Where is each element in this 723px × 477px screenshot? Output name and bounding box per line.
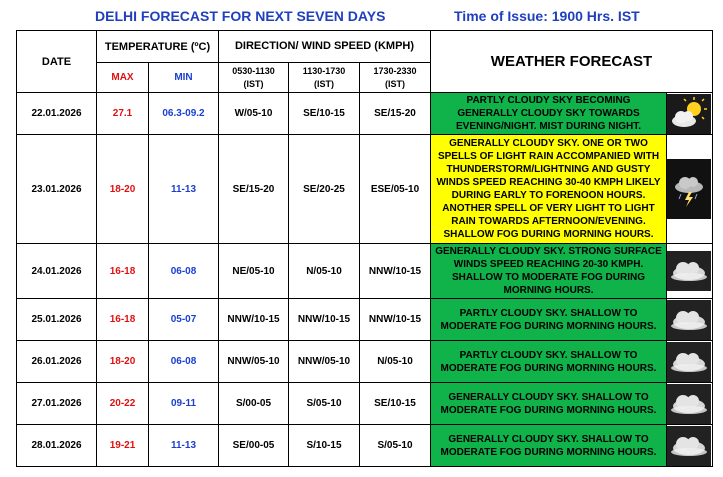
header-min: MIN <box>149 63 219 93</box>
forecast-row <box>17 299 713 341</box>
row-min-temp: 09-11 <box>149 383 219 425</box>
row-wind-evening: SE/15-20 <box>360 93 431 135</box>
issue-time: Time of Issue: 1900 Hrs. IST <box>454 8 640 24</box>
row-forecast-text: GENERALLY CLOUDY SKY. SHALLOW TO MODERATE FOG DURING MORNING HOURS. <box>431 425 667 467</box>
thunderstorm-icon <box>667 159 711 219</box>
row-weather-icon <box>667 299 713 341</box>
row-wind-evening: S/05-10 <box>360 425 431 467</box>
fog-icon <box>667 342 711 382</box>
row-date: 27.01.2026 <box>17 383 97 425</box>
row-max-temp: 19-21 <box>97 425 149 467</box>
row-wind-evening: N/05-10 <box>360 341 431 383</box>
forecast-row <box>17 383 713 425</box>
row-wind-afternoon: NNW/10-15 <box>289 299 360 341</box>
row-date: 25.01.2026 <box>17 299 97 341</box>
header-max: MAX <box>97 63 149 93</box>
fog-icon <box>667 384 711 424</box>
row-wind-morning: NNW/10-15 <box>219 299 289 341</box>
header-wind: DIRECTION/ WIND SPEED (KMPH) <box>219 31 431 63</box>
row-weather-icon <box>667 383 713 425</box>
row-wind-morning: NNW/05-10 <box>219 341 289 383</box>
partly-cloudy-icon <box>667 94 711 134</box>
fog-icon <box>667 300 711 340</box>
row-date: 28.01.2026 <box>17 425 97 467</box>
header-temperature: TEMPERATURE (ºC) <box>97 31 219 63</box>
row-date: 22.01.2026 <box>17 93 97 135</box>
row-wind-afternoon: S/05-10 <box>289 383 360 425</box>
forecast-row <box>17 425 713 467</box>
row-max-temp: 16-18 <box>97 299 149 341</box>
row-max-temp: 16-18 <box>97 244 149 299</box>
row-min-temp: 11-13 <box>149 135 219 244</box>
row-wind-morning: SE/00-05 <box>219 425 289 467</box>
row-min-temp: 05-07 <box>149 299 219 341</box>
row-date: 24.01.2026 <box>17 244 97 299</box>
row-wind-morning: W/05-10 <box>219 93 289 135</box>
forecast-row <box>17 244 713 299</box>
row-wind-evening: NNW/10-15 <box>360 244 431 299</box>
row-wind-afternoon: SE/10-15 <box>289 93 360 135</box>
row-wind-evening: NNW/10-15 <box>360 299 431 341</box>
row-date: 26.01.2026 <box>17 341 97 383</box>
header-forecast: WEATHER FORECAST <box>431 31 713 93</box>
row-weather-icon <box>667 93 713 135</box>
header-slot-1: 0530-1130 (IST) <box>219 63 289 93</box>
header-date: DATE <box>17 31 97 93</box>
header-slot-3: 1730-2330 (IST) <box>360 63 431 93</box>
row-weather-icon <box>667 341 713 383</box>
row-wind-afternoon: N/05-10 <box>289 244 360 299</box>
forecast-table <box>16 30 713 467</box>
row-date: 23.01.2026 <box>17 135 97 244</box>
row-forecast-text: PARTLY CLOUDY SKY. SHALLOW TO MODERATE FOG DURING MORNING HOURS. <box>431 341 667 383</box>
row-wind-evening: ESE/05-10 <box>360 135 431 244</box>
row-wind-morning: SE/15-20 <box>219 135 289 244</box>
row-max-temp: 20-22 <box>97 383 149 425</box>
row-max-temp: 18-20 <box>97 135 149 244</box>
row-weather-icon <box>667 425 713 467</box>
fog-icon <box>667 426 711 466</box>
row-forecast-text: PARTLY CLOUDY SKY BECOMING GENERALLY CLOUDY SKY TOWARDS EVENING/NIGHT. MIST DURING NIGHT. <box>431 93 667 135</box>
page-title: DELHI FORECAST FOR NEXT SEVEN DAYS <box>95 8 386 24</box>
row-forecast-text: GENERALLY CLOUDY SKY. SHALLOW TO MODERATE FOG DURING MORNING HOURS. <box>431 383 667 425</box>
row-weather-icon <box>667 244 713 299</box>
row-min-temp: 06-08 <box>149 244 219 299</box>
row-forecast-text: PARTLY CLOUDY SKY. SHALLOW TO MODERATE FOG DURING MORNING HOURS. <box>431 299 667 341</box>
row-max-temp: 18-20 <box>97 341 149 383</box>
row-max-temp: 27.1 <box>97 93 149 135</box>
row-min-temp: 11-13 <box>149 425 219 467</box>
row-forecast-text: GENERALLY CLOUDY SKY. STRONG SURFACE WINDS SPEED REACHING 20-30 KMPH. SHALLOW TO MODERATE FOG DURING MORNING HOURS. <box>431 244 667 299</box>
row-wind-afternoon: NNW/05-10 <box>289 341 360 383</box>
row-forecast-text: GENERALLY CLOUDY SKY. ONE OR TWO SPELLS OF LIGHT RAIN ACCOMPANIED WITH THUNDERSTORM/LIGHTNING AND GUSTY WINDS SPEED REACHING 30-40 KMPH LIKELY DURING EARLY TO FORENOON HOURS. ANOTHER SPELL OF VERY LIGHT TO LIGHT RAIN TOWARDS AFTERNOON/EVENING. SHALLOW FOG DURING MORNING HOURS. <box>431 135 667 244</box>
row-wind-afternoon: SE/20-25 <box>289 135 360 244</box>
row-wind-morning: S/00-05 <box>219 383 289 425</box>
forecast-row <box>17 341 713 383</box>
header-slot-2: 1130-1730 (IST) <box>289 63 360 93</box>
row-min-temp: 06.3-09.2 <box>149 93 219 135</box>
row-wind-evening: SE/10-15 <box>360 383 431 425</box>
row-min-temp: 06-08 <box>149 341 219 383</box>
row-weather-icon <box>667 135 713 244</box>
fog-icon <box>667 251 711 291</box>
row-wind-morning: NE/05-10 <box>219 244 289 299</box>
forecast-row <box>17 93 713 135</box>
row-wind-afternoon: S/10-15 <box>289 425 360 467</box>
forecast-row <box>17 135 713 244</box>
